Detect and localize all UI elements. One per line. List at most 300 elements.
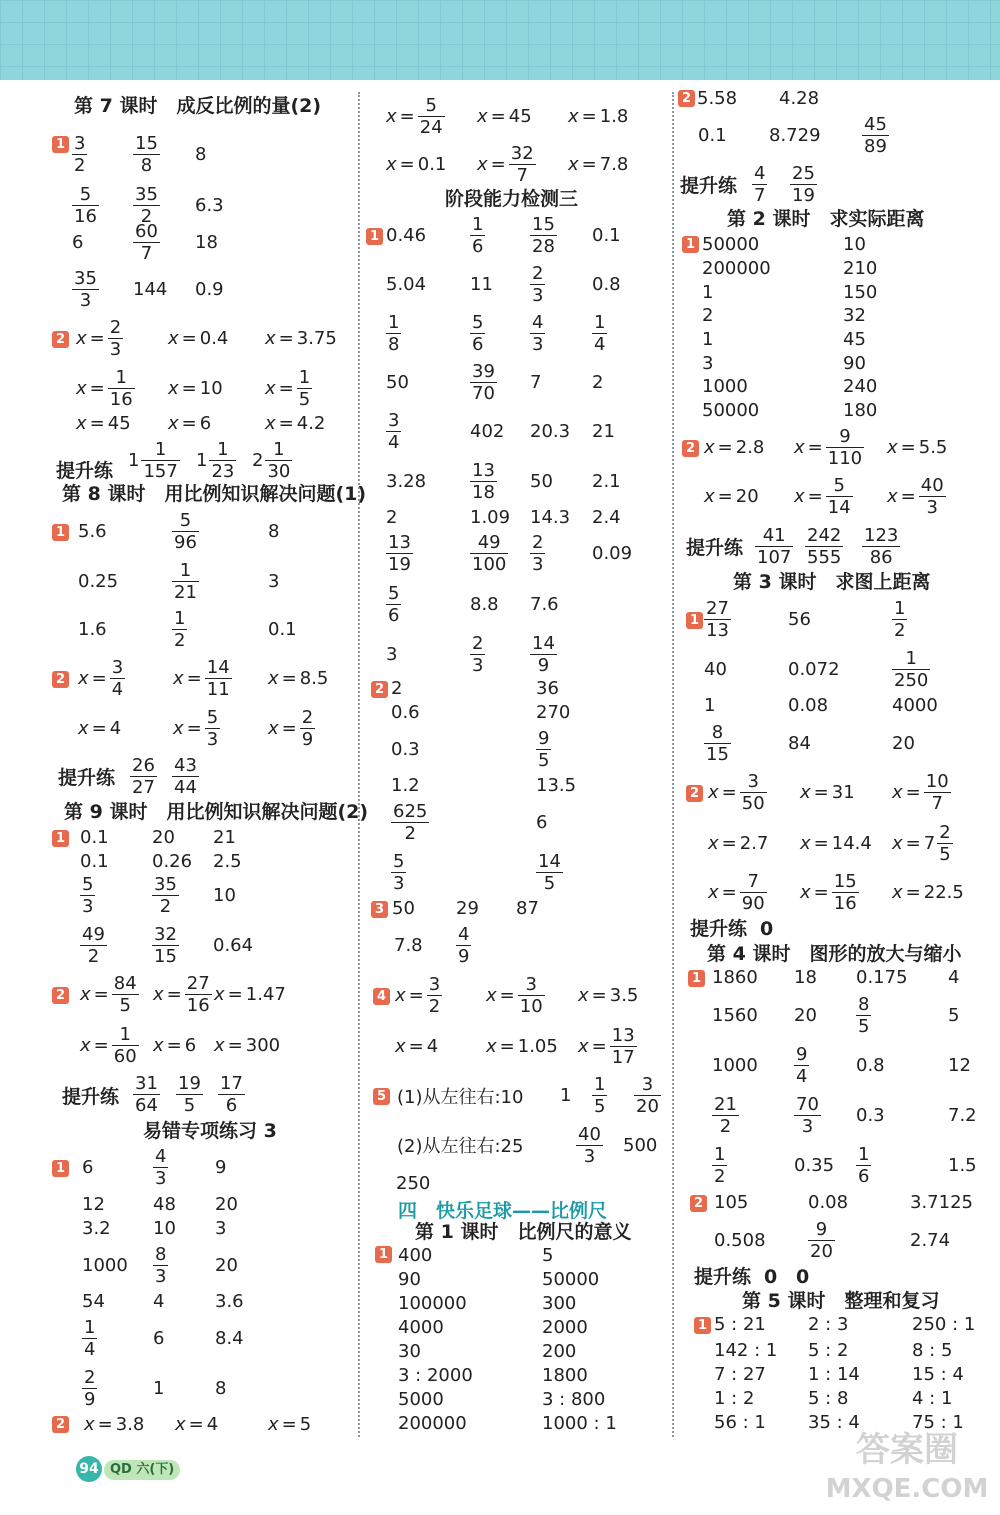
denominator: 3: [79, 289, 92, 311]
number: 6: [536, 811, 548, 833]
answer-value: [395, 1022, 438, 1070]
answer-value: [80, 871, 95, 919]
answer-value: [634, 1071, 661, 1119]
number: 14.4: [831, 832, 872, 854]
answer-value: [168, 314, 228, 362]
denominator: 96: [174, 531, 197, 553]
answer-value: [172, 752, 199, 800]
denominator: 16: [833, 892, 857, 914]
variable-x: x: [175, 1413, 186, 1435]
variable-x: x: [78, 717, 89, 739]
variable-x: x: [568, 153, 579, 175]
number: 0.64: [213, 934, 254, 956]
denominator: 16: [186, 994, 210, 1016]
denominator: 5: [543, 872, 556, 894]
answer-value: [72, 218, 83, 266]
lesson-heading: 第 9 课时 用比例知识解决问题(2): [64, 801, 369, 823]
numerator: 32: [510, 142, 534, 164]
number: 6: [184, 1034, 197, 1056]
variable-x: x: [395, 984, 406, 1006]
numerator: 1: [273, 438, 285, 460]
number: 300: [245, 1034, 281, 1056]
fraction: [704, 598, 731, 641]
denominator: 3: [801, 1115, 814, 1137]
numerator: 15: [135, 132, 158, 154]
numerator: 40: [920, 474, 944, 496]
answer-value: [530, 407, 570, 455]
answer-value: [196, 436, 236, 484]
equals-sign: =: [93, 983, 109, 1005]
equals-sign: =: [278, 377, 294, 399]
numerator: 31: [135, 1072, 158, 1094]
variable-x: x: [704, 485, 715, 507]
answer-value: [133, 218, 160, 266]
denominator: 70: [472, 382, 495, 404]
question-number-marker: 2: [682, 440, 699, 457]
fraction: [456, 924, 471, 967]
question-number-marker: 1: [52, 1160, 69, 1177]
answer-value: [788, 719, 811, 767]
answer-value: [486, 971, 545, 1019]
answer-value: [386, 407, 401, 455]
number: 36: [536, 677, 559, 699]
number: 2.1: [592, 470, 621, 492]
numerator: 8: [711, 721, 724, 743]
numerator: 1: [472, 213, 484, 235]
number: 200: [542, 1340, 577, 1362]
number: 10: [153, 1217, 176, 1239]
number: 0.4: [199, 327, 229, 349]
answer-value: [887, 472, 946, 520]
fraction: [826, 475, 853, 518]
answer-value: [394, 921, 423, 969]
denominator: 3: [206, 728, 219, 750]
numerator: 1: [179, 559, 192, 581]
denominator: 4: [84, 1338, 96, 1360]
number: 21: [213, 826, 236, 848]
number: 3.6: [215, 1290, 244, 1312]
fraction: [856, 994, 871, 1037]
number: 5 : 8: [808, 1387, 849, 1409]
answer-value: [568, 140, 628, 188]
number: 90: [843, 352, 866, 374]
whole-part: 1: [128, 449, 140, 471]
fraction: [862, 114, 889, 157]
equals-sign: =: [91, 667, 107, 689]
number: 1 : 14: [808, 1363, 860, 1385]
variable-x: x: [892, 832, 903, 854]
answer-value: [862, 522, 900, 570]
answer-value: [470, 358, 497, 406]
answer-value: [948, 991, 959, 1039]
number: 29: [456, 897, 479, 919]
numerator: 13: [388, 531, 411, 553]
number: 240: [843, 375, 878, 397]
practice-label: 提升练: [58, 767, 116, 789]
denominator: 9: [84, 1388, 96, 1410]
fraction: [470, 633, 485, 676]
denominator: 13: [706, 619, 729, 641]
answer-value: [704, 719, 731, 767]
answer-value: [133, 130, 160, 178]
number: 1000: [702, 375, 748, 397]
variable-x: x: [887, 436, 898, 458]
numerator: 1: [119, 1023, 131, 1045]
number: 0.35: [794, 1154, 835, 1176]
denominator: 4: [796, 1065, 808, 1087]
number: 40: [704, 658, 727, 680]
number: 4: [109, 717, 122, 739]
denominator: 90: [741, 892, 765, 914]
number: 7.6: [530, 593, 559, 615]
answer-value: [470, 309, 485, 357]
denominator: 7: [140, 242, 153, 264]
number: 7.8: [599, 153, 629, 175]
answer-value: [172, 557, 199, 605]
answer-value: [790, 160, 817, 208]
question-number-marker: 3: [371, 901, 388, 918]
numerator: 45: [864, 113, 887, 135]
question-number-marker: 1: [686, 612, 703, 629]
fraction: [712, 1094, 739, 1137]
answer-value: [153, 1364, 164, 1412]
number: 50000: [542, 1268, 600, 1290]
numerator: 2: [939, 821, 951, 843]
number: 5.58: [697, 87, 738, 109]
number: 2: [386, 506, 398, 528]
answer-value: [578, 1022, 637, 1070]
number: 1.2: [391, 774, 420, 796]
fraction: [265, 439, 292, 482]
answer-value: [477, 92, 532, 140]
fraction: [172, 755, 199, 798]
answer-value: [714, 1216, 766, 1264]
numerator: 5: [393, 850, 405, 872]
number: 1.05: [517, 1035, 558, 1057]
answer-value: [386, 211, 426, 259]
numerator: 1: [174, 607, 186, 629]
number: 1560: [712, 1004, 758, 1026]
number: 1.6: [78, 618, 107, 640]
numerator: 5: [472, 311, 484, 333]
practice-answer: 0: [796, 1266, 810, 1288]
lesson-heading: 第 5 课时 整理和复习: [742, 1290, 940, 1312]
answer-value: [133, 1070, 160, 1118]
practice-answer: 0: [764, 1266, 778, 1288]
number: 300: [542, 1292, 577, 1314]
equals-sign: =: [591, 984, 607, 1006]
number: 10: [199, 377, 223, 399]
answer-value: [892, 595, 907, 643]
fraction: [133, 133, 160, 176]
denominator: 24: [419, 116, 443, 138]
equals-sign: =: [490, 153, 506, 175]
number: 6.3: [195, 194, 224, 216]
denominator: 20: [636, 1095, 659, 1117]
answer-value: [623, 1121, 657, 1169]
answer-value: [592, 260, 621, 308]
number: 12: [948, 1054, 971, 1076]
number: 2: [702, 304, 714, 326]
answer-value: [592, 407, 615, 455]
answer-value: [712, 991, 758, 1039]
numerator: 5: [425, 94, 437, 116]
denominator: 15: [154, 945, 177, 967]
number: 0.26: [152, 850, 193, 872]
fraction: [808, 1219, 835, 1262]
fraction: [862, 525, 900, 568]
denominator: 6: [472, 235, 484, 257]
numerator: 5: [82, 873, 94, 895]
number: 402: [470, 420, 505, 442]
fraction: [536, 851, 563, 894]
variable-x: x: [477, 153, 488, 175]
answer-value: [808, 1216, 835, 1264]
number: 0.072: [788, 658, 840, 680]
number: 5: [542, 1244, 554, 1266]
number: 5 : 2: [808, 1339, 849, 1361]
answer-value: [152, 921, 179, 969]
equals-sign: =: [717, 436, 733, 458]
number: 7.8: [394, 934, 423, 956]
answer-value: [173, 704, 220, 752]
denominator: 30: [267, 460, 291, 482]
denominator: 18: [472, 481, 495, 503]
numerator: 1: [905, 647, 917, 669]
answer-value: [856, 1041, 885, 1089]
number: 14.3: [530, 506, 571, 528]
answer-value: [800, 819, 872, 867]
number: 1000: [82, 1254, 128, 1276]
numerator: 3: [74, 132, 86, 154]
whole-part: 1: [196, 449, 208, 471]
denominator: 8: [388, 333, 400, 355]
answer-value: [268, 1400, 311, 1448]
equals-sign: =: [186, 667, 202, 689]
numerator: 15: [833, 870, 857, 892]
answer-value: [268, 605, 297, 653]
number: 31: [831, 781, 855, 803]
numerator: 70: [796, 1093, 819, 1115]
numerator: 1: [298, 366, 311, 388]
fraction: [110, 657, 125, 700]
denominator: 2: [404, 822, 416, 844]
number: 35 : 4: [808, 1411, 860, 1433]
answer-value: [794, 1091, 821, 1139]
denominator: 21: [174, 581, 197, 603]
answer-value: [755, 522, 793, 570]
fraction: [209, 439, 236, 482]
variable-x: x: [76, 327, 87, 349]
numerator: 9: [796, 1043, 808, 1065]
equals-sign: =: [717, 485, 733, 507]
number: 0.1: [592, 224, 621, 246]
numerator: 14: [538, 850, 561, 872]
variable-x: x: [800, 832, 811, 854]
answer-value: [172, 507, 199, 555]
variable-x: x: [578, 1035, 589, 1057]
fraction: [530, 263, 545, 306]
answer-value: [704, 595, 731, 643]
fraction: [518, 974, 545, 1017]
equals-sign: =: [900, 436, 916, 458]
number: 0.508: [714, 1229, 766, 1251]
answer-value: [395, 971, 442, 1019]
number: 0.9: [195, 278, 224, 300]
variable-x: x: [477, 105, 488, 127]
denominator: 3: [472, 654, 484, 676]
section-title: 四 快乐足球——比例尺: [398, 1200, 608, 1222]
numerator: 13: [472, 459, 495, 481]
numerator: 26: [132, 754, 155, 776]
number: 3.5: [609, 984, 639, 1006]
answer-line: 250: [396, 1173, 431, 1194]
number: 400: [398, 1244, 433, 1266]
number: 2.74: [910, 1229, 951, 1251]
variable-x: x: [708, 881, 719, 903]
fraction: [832, 871, 859, 914]
number: 45: [107, 412, 131, 434]
denominator: 5: [538, 749, 550, 771]
fraction: [892, 598, 907, 641]
answer-value: [218, 1070, 245, 1118]
numerator: 3: [388, 409, 400, 431]
variable-x: x: [214, 1034, 225, 1056]
number: 45: [843, 328, 866, 350]
watermark-top: 答案圈: [856, 1430, 958, 1470]
number: 3: [268, 570, 280, 592]
numerator: 39: [472, 360, 495, 382]
number: 7 : 27: [714, 1363, 766, 1385]
answer-value: [386, 529, 413, 577]
numerator: 19: [178, 1072, 201, 1094]
answer-value: [536, 848, 563, 896]
number: 4000: [892, 694, 938, 716]
numerator: 9: [538, 727, 550, 749]
answer-value: [78, 654, 125, 702]
answer-value: [578, 971, 638, 1019]
variable-x: x: [268, 717, 279, 739]
answer-value: [948, 1091, 977, 1139]
question-number-marker: 1: [52, 136, 69, 153]
numerator: 7: [747, 870, 759, 892]
answer-value: [76, 399, 131, 447]
equals-sign: =: [89, 327, 105, 349]
number: 5: [948, 1004, 960, 1026]
number: 0.3: [391, 738, 420, 760]
practice-label: 提升练: [690, 918, 748, 940]
practice-label: 提升练: [62, 1086, 120, 1108]
denominator: 6: [858, 1165, 870, 1187]
numerator: 13: [611, 1024, 635, 1046]
equals-sign: =: [591, 1035, 607, 1057]
answer-line: (2)从左往右:25: [397, 1136, 524, 1157]
denominator: 3: [82, 895, 94, 917]
number: 48: [153, 1193, 176, 1215]
number: 3: [702, 352, 714, 374]
number: 1: [153, 1377, 165, 1399]
denominator: 17: [611, 1046, 635, 1068]
answer-value: [268, 507, 279, 555]
denominator: 9: [301, 728, 314, 750]
number: 6: [72, 231, 84, 253]
numerator: 1: [594, 311, 606, 333]
denominator: 7: [754, 184, 766, 206]
equals-sign: =: [900, 485, 916, 507]
denominator: 86: [869, 546, 893, 568]
fraction: [576, 1124, 603, 1167]
number: 1.8: [599, 105, 629, 127]
number: 4 : 1: [912, 1387, 953, 1409]
equals-sign: =: [905, 832, 921, 854]
answer-value: [794, 1041, 809, 1089]
answer-value: [386, 260, 426, 308]
question-number-marker: 2: [52, 987, 69, 1004]
question-number-marker: 2: [52, 1416, 69, 1433]
equals-sign: =: [91, 717, 107, 739]
equals-sign: =: [813, 832, 829, 854]
answer-value: [252, 436, 292, 484]
numerator: 10: [925, 770, 949, 792]
numerator: 35: [154, 873, 177, 895]
question-number-marker: 1: [688, 970, 705, 987]
fraction: [610, 1025, 637, 1068]
variable-x: x: [265, 412, 276, 434]
numerator: 14: [532, 632, 555, 654]
answer-value: [892, 719, 915, 767]
answer-value: [712, 1041, 758, 1089]
answer-value: [386, 309, 401, 357]
numerator: 40: [578, 1123, 601, 1145]
number: 3.75: [296, 327, 337, 349]
equals-sign: =: [399, 105, 415, 127]
number: 45: [508, 105, 532, 127]
number: 0.6: [391, 701, 420, 723]
numerator: 43: [174, 754, 197, 776]
answer-value: [470, 211, 485, 259]
variable-x: x: [887, 485, 898, 507]
answer-value: [794, 423, 864, 471]
question-number-marker: 5: [373, 1088, 390, 1105]
fraction: [172, 560, 199, 603]
denominator: 2: [159, 895, 172, 917]
answer-value: [592, 309, 607, 357]
question-number-marker: 1: [366, 228, 383, 245]
fraction: [176, 1073, 203, 1116]
numerator: 14: [206, 656, 230, 678]
number: 6: [82, 1156, 94, 1178]
variable-x: x: [80, 983, 91, 1005]
fraction: [470, 312, 485, 355]
numerator: 9: [839, 425, 851, 447]
numerator: 1: [894, 597, 906, 619]
variable-x: x: [794, 436, 805, 458]
answer-value: [175, 1400, 218, 1448]
denominator: 2: [74, 154, 86, 176]
number: 2000: [542, 1316, 588, 1338]
number: 3 : 800: [542, 1388, 606, 1410]
footer-label: QD 六(下): [104, 1460, 180, 1480]
column-divider: [358, 92, 360, 1437]
answer-value: [530, 260, 545, 308]
fraction: [172, 608, 187, 651]
number: 0.8: [592, 273, 621, 295]
number: 50000: [702, 233, 760, 255]
numerator: 3: [747, 770, 759, 792]
answer-value: [172, 605, 187, 653]
fraction: [391, 801, 429, 844]
number: 8: [268, 520, 280, 542]
